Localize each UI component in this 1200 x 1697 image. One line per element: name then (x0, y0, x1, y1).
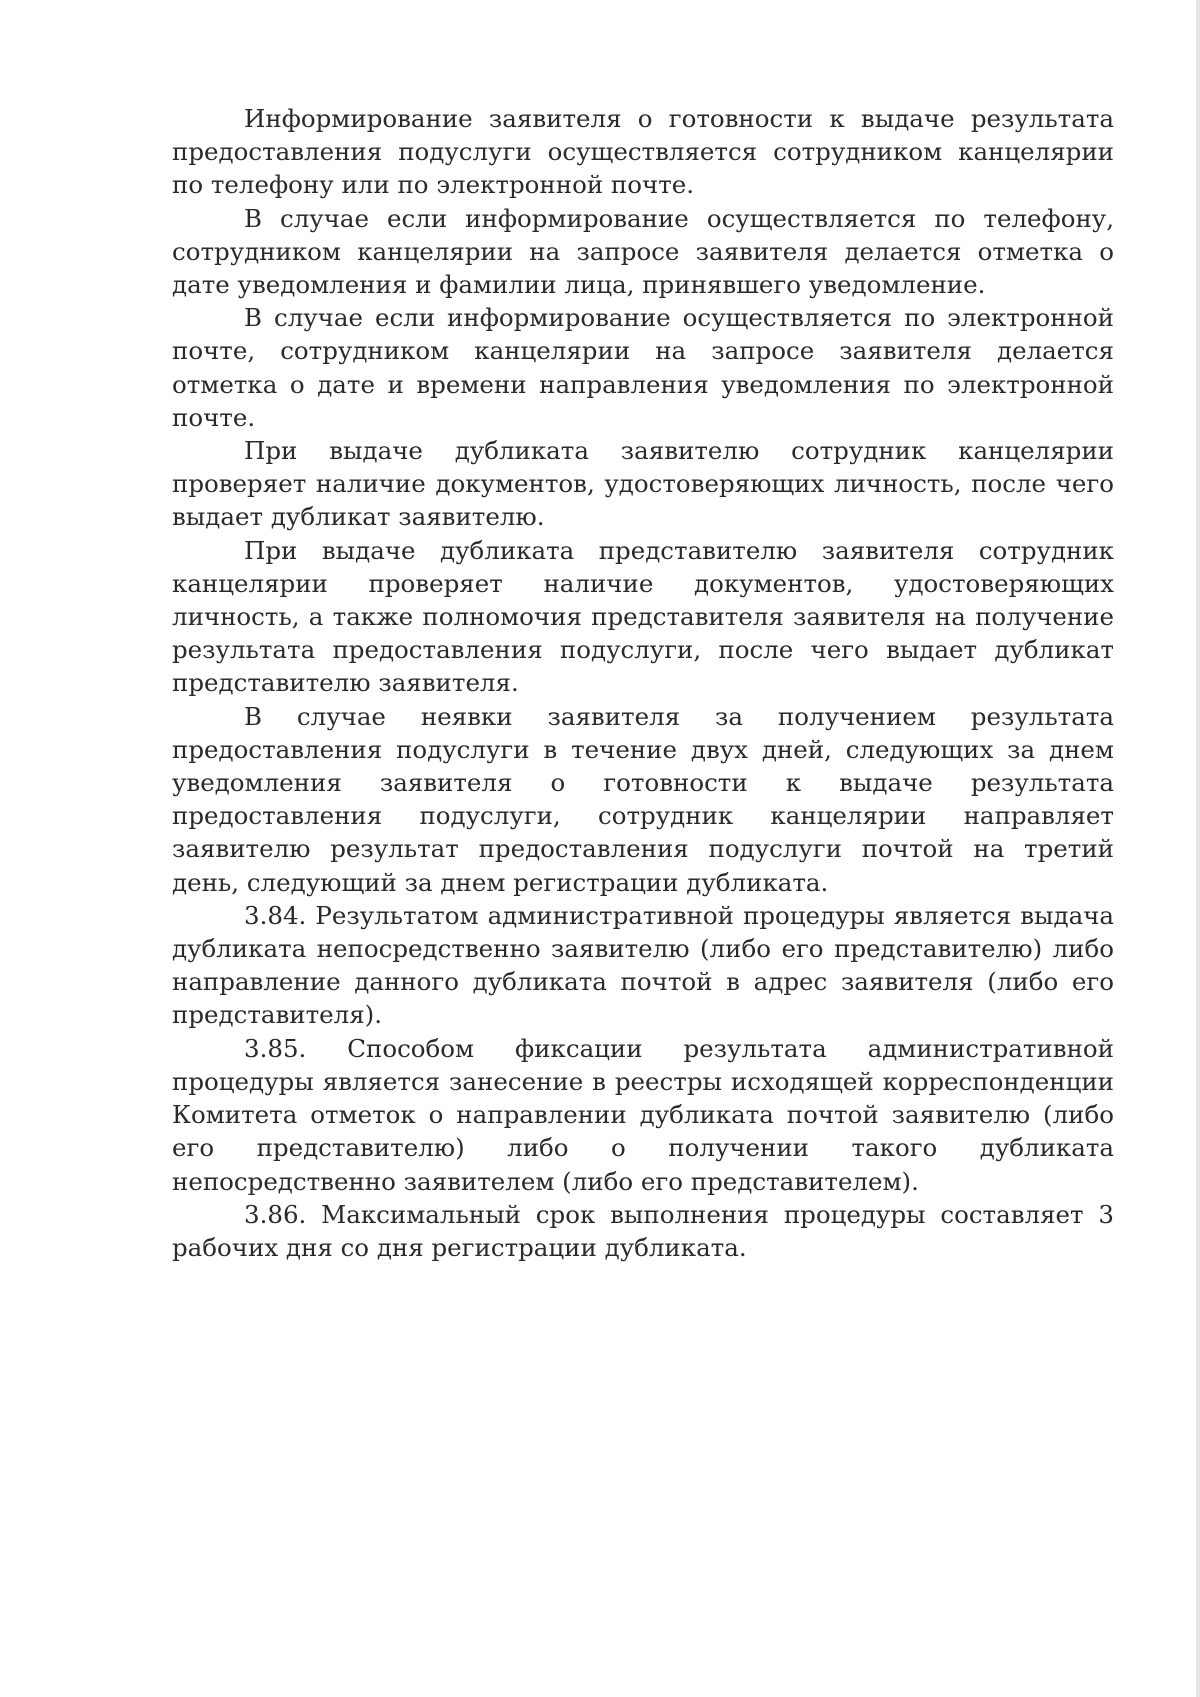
paragraph-3-85: 3.85. Способом фиксации результата административной процедуры является занесение в реестры исходящей корреспонденции Комитета отметок о направлении дубликата почтой заявителю (либо его представителю) либо о получении такого дубликата непосредственно заявителем (либо его представителем). (172, 1033, 1114, 1196)
paragraph-3-84: 3.84. Результатом административной процедуры является выдача дубликата непосредственно заявителю (либо его представителю) либо направление данного дубликата почтой в адрес заявителя (либо его представителя). (172, 900, 1114, 1030)
paragraph-issue-to-applicant: При выдаче дубликата заявителю сотрудник канцелярии проверяет наличие документов, удостоверяющих личность, после чего выдает дубликат заявителю. (172, 436, 1114, 532)
paragraph-email-notification: В случае если информирование осуществляется по электронной почте, сотрудником канцелярии на запросе заявителя делается отметка о дате и времени направления уведомления по электронной почте. (172, 303, 1114, 432)
paragraph-phone-notification: В случае если информирование осуществляется по телефону, сотрудником канцелярии на запросе заявителя делается отметка о дате уведомления и фамилии лица, принявшего уведомление. (172, 203, 1114, 300)
document-body (172, 102, 1114, 1264)
paragraph-non-appearance: В случае неявки заявителя за получением результата предоставления подуслуги в течение двух дней, следующих за днем уведомления заявителя о готовности к выдаче результата предоставления подуслуги, сотрудник канцелярии направляет заявителю результат предоставления подуслуги почтой на третий день, следующий за днем регистрации дубликата. (172, 701, 1114, 897)
paragraph-issue-to-representative: При выдаче дубликата представителю заявителя сотрудник канцелярии проверяет наличие документов, удостоверяющих личность, а также полномочия представителя заявителя на получение результата предоставления подуслуги, после чего выдает дубликат представителю заявителя. (172, 535, 1114, 698)
paragraph-notification: Информирование заявителя о готовности к выдаче результата предоставления подуслуги осуществляется сотрудником канцелярии по телефону или по электронной почте. (172, 104, 1114, 200)
page-edge-shadow (1196, 0, 1200, 1697)
paragraph-3-86: 3.86. Максимальный срок выполнения процедуры составляет 3 рабочих дня со дня регистрации дубликата. (172, 1199, 1114, 1262)
